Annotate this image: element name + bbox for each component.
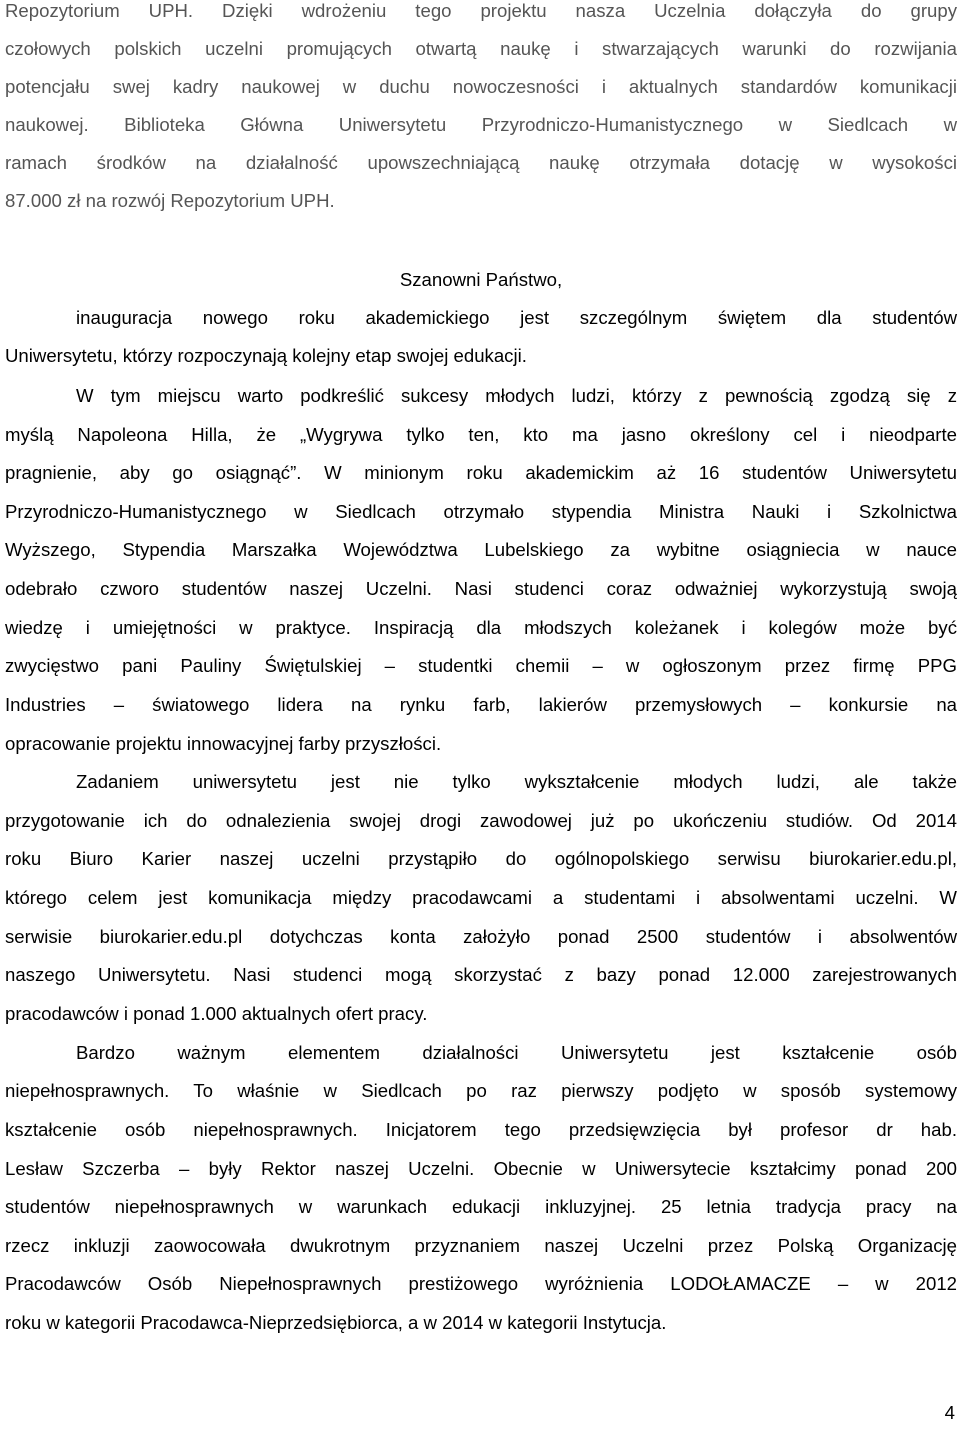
page-number: 4 (944, 1402, 955, 1423)
paragraph-3-line-9: Industries – światowego lidera na rynku farb, lakierów przemysłowych – konkursie na (5, 694, 957, 715)
paragraph-3-line-7: wiedzę i umiejętności w praktyce. Inspiracją dla młodszych koleżanek i kolegów może być (5, 617, 957, 638)
paragraph-3-line-3: pragnienie, aby go osiągnąć”. W minionym roku akademickim aż 16 studentów Uniwersytetu (5, 462, 957, 483)
paragraph-5-line-4: Lesław Szczerba – były Rektor naszej Uczelni. Obecnie w Uniwersytecie kształcimy ponad 200 (5, 1158, 957, 1179)
paragraph-1-line-4: naukowej. Biblioteka Główna Uniwersytetu Przyrodniczo-Humanistycznego w Siedlcach w (5, 114, 957, 135)
paragraph-4-line-3: roku Biuro Karier naszej uczelni przystąpiło do ogólnopolskiego serwisu biurokarier.edu.pl, (5, 848, 957, 869)
paragraph-4-line-2: przygotowanie ich do odnalezienia swojej drogi zawodowej już po ukończeniu studiów. Od 2014 (5, 810, 957, 831)
paragraph-4-line-4: którego celem jest komunikacja między pracodawcami a studentami i absolwentami uczelni. W (5, 887, 957, 908)
paragraph-5-line-3: kształcenie osób niepełnosprawnych. Inicjatorem tego przedsięwzięcia był profesor dr hab. (5, 1119, 957, 1140)
paragraph-4-line-1: Zadaniem uniwersytetu jest nie tylko wykształcenie młodych ludzi, ale także (76, 771, 957, 792)
paragraph-2-line-1: inauguracja nowego roku akademickiego jest szczególnym świętem dla studentów (76, 307, 957, 328)
salutation-heading: Szanowni Państwo, (399, 269, 563, 290)
paragraph-3-line-2: myślą Napoleona Hilla, że „Wygrywa tylko ten, kto ma jasno określony cel i nieodparte (5, 424, 957, 445)
paragraph-1-line-6: 87.000 zł na rozwój Repozytorium UPH. (5, 190, 335, 211)
paragraph-5-line-2: niepełnosprawnych. To właśnie w Siedlcach po raz pierwszy podjęto w sposób systemowy (5, 1080, 957, 1101)
paragraph-1-line-3: potencjału swej kadry naukowej w duchu nowoczesności i aktualnych standardów komunikacji (5, 76, 957, 97)
paragraph-5-line-5: studentów niepełnosprawnych w warunkach edukacji inkluzyjnej. 25 letnia tradycja pracy na (5, 1196, 957, 1217)
paragraph-3-line-4: Przyrodniczo-Humanistycznego w Siedlcach otrzymało stypendia Ministra Nauki i Szkolnictwa (5, 501, 957, 522)
paragraph-3-line-5: Wyższego, Stypendia Marszałka Województwa Lubelskiego za wybitne osiągniecia w nauce (5, 539, 957, 560)
paragraph-5-line-6: rzecz inkluzji zaowocowała dwukrotnym przyznaniem naszej Uczelni przez Polską Organizację (5, 1235, 957, 1256)
paragraph-1-line-2: czołowych polskich uczelni promujących otwartą naukę i stwarzających warunki do rozwijania (5, 38, 957, 59)
paragraph-4-line-7: pracodawców i ponad 1.000 aktualnych ofert pracy. (5, 1003, 428, 1024)
paragraph-5-line-8: roku w kategorii Pracodawca-Nieprzedsiębiorca, a w 2014 w kategorii Instytucja. (5, 1312, 667, 1333)
paragraph-5-line-7: Pracodawców Osób Niepełnosprawnych prestiżowego wyróżnienia LODOŁAMACZE – w 2012 (5, 1273, 957, 1294)
paragraph-2-line-2: Uniwersytetu, którzy rozpoczynają kolejny etap swojej edukacji. (5, 345, 527, 366)
paragraph-3-line-10: opracowanie projektu innowacyjnej farby przyszłości. (5, 733, 442, 754)
paragraph-3-line-8: zwycięstwo pani Pauliny Świętulskiej – studentki chemii – w ogłoszonym przez firmę PPG (5, 655, 957, 676)
paragraph-3-line-6: odebrało czworo studentów naszej Uczelni. Nasi studenci coraz odważniej wykorzystują swoją (5, 578, 957, 599)
paragraph-4-line-6: naszego Uniwersytetu. Nasi studenci mogą skorzystać z bazy ponad 12.000 zarejestrowanych (5, 964, 957, 985)
paragraph-1-line-1: Repozytorium UPH. Dzięki wdrożeniu tego projektu nasza Uczelnia dołączyła do grupy (5, 0, 957, 21)
paragraph-3-line-1: W tym miejscu warto podkreślić sukcesy młodych ludzi, którzy z pewnością zgodzą się z (76, 385, 957, 406)
paragraph-5-line-1: Bardzo ważnym elementem działalności Uniwersytetu jest kształcenie osób (76, 1042, 957, 1063)
paragraph-1-line-5: ramach środków na działalność upowszechniającą naukę otrzymała dotację w wysokości (5, 152, 957, 173)
paragraph-4-line-5: serwisie biurokarier.edu.pl dotychczas konta założyło ponad 2500 studentów i absolwentów (5, 926, 957, 947)
